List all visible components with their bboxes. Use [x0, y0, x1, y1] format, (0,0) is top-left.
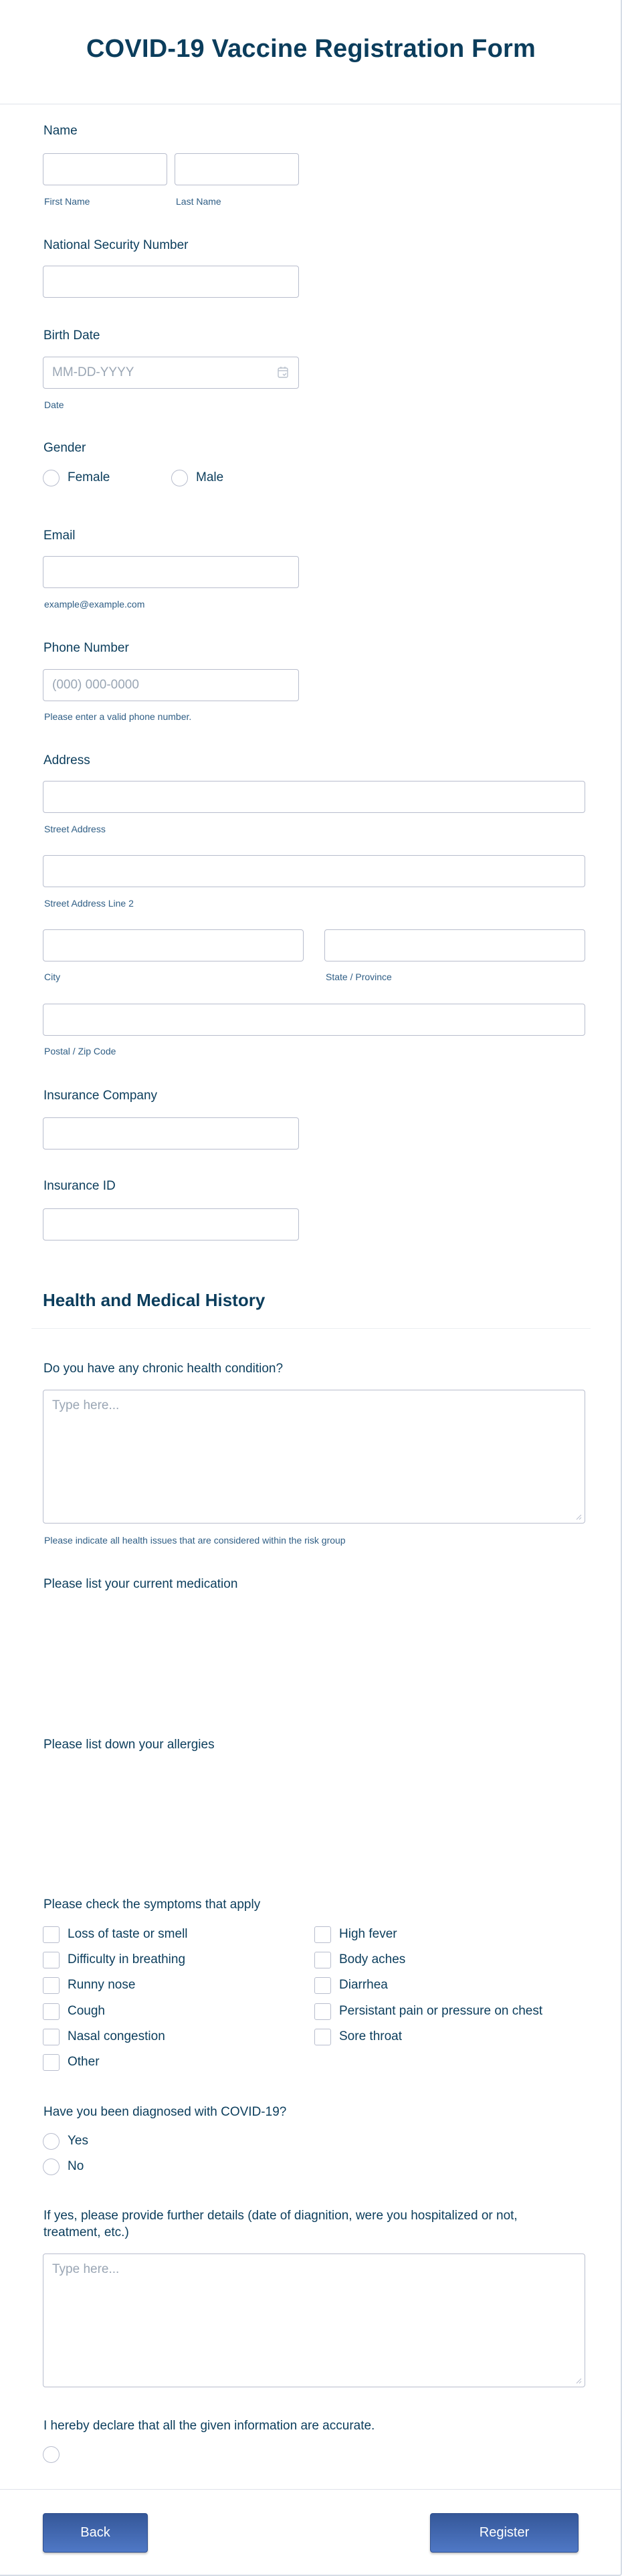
chronic-condition-placeholder: Type here...: [52, 1398, 120, 1412]
health-section-heading: Health and Medical History: [43, 1290, 266, 1310]
declaration-radio[interactable]: [43, 2446, 60, 2463]
email-input[interactable]: [43, 556, 299, 588]
nsn-input[interactable]: [43, 266, 299, 298]
symptom-label[interactable]: Loss of taste or smell: [68, 1927, 188, 1941]
symptom-label[interactable]: Other: [68, 2055, 100, 2069]
last-name-sublabel: Last Name: [176, 196, 221, 207]
back-button[interactable]: Back: [43, 2513, 148, 2553]
gender-female-label[interactable]: Female: [68, 470, 110, 484]
gender-female-radio[interactable]: [43, 470, 60, 486]
insurance-company-input[interactable]: [43, 1117, 299, 1149]
symptom-checkbox-loss-of-taste[interactable]: [43, 1926, 60, 1943]
symptoms-label: Please check the symptoms that apply: [43, 1898, 261, 1912]
email-label: Email: [43, 529, 76, 543]
diagnosed-yes-label[interactable]: Yes: [68, 2134, 88, 2148]
register-button[interactable]: Register: [430, 2513, 579, 2553]
details-label-line1: If yes, please provide further details (date of diagnition, were you hospitalized or not,: [43, 2209, 518, 2223]
phone-input[interactable]: [43, 669, 299, 701]
symptom-label[interactable]: Difficulty in breathing: [68, 1952, 186, 1966]
name-label: Name: [43, 124, 78, 138]
state-input[interactable]: [324, 929, 585, 961]
zip-sublabel: Postal / Zip Code: [44, 1046, 116, 1056]
medication-label: Please list your current medication: [43, 1577, 238, 1591]
street-address-line2-input[interactable]: [43, 855, 585, 887]
phone-sublabel: Please enter a valid phone number.: [44, 711, 192, 722]
diagnosed-no-radio[interactable]: [43, 2158, 60, 2175]
birth-date-input[interactable]: [43, 357, 299, 389]
symptom-label[interactable]: Cough: [68, 2004, 105, 2018]
phone-label: Phone Number: [43, 641, 129, 655]
symptom-checkbox-difficulty-breathing[interactable]: [43, 1952, 60, 1968]
city-sublabel: City: [44, 972, 61, 982]
details-placeholder: Type here...: [52, 2262, 120, 2276]
symptom-checkbox-high-fever[interactable]: [314, 1926, 331, 1943]
symptom-label[interactable]: Nasal congestion: [68, 2029, 165, 2043]
diagnosed-no-label[interactable]: No: [68, 2159, 84, 2173]
symptom-label[interactable]: Diarrhea: [339, 1978, 388, 1992]
symptom-checkbox-diarrhea[interactable]: [314, 1977, 331, 1994]
street-address-input[interactable]: [43, 781, 585, 813]
symptom-checkbox-runny-nose[interactable]: [43, 1977, 60, 1994]
details-textarea[interactable]: [43, 2253, 585, 2387]
zip-input[interactable]: [43, 1004, 585, 1036]
email-sublabel: example@example.com: [44, 599, 145, 610]
first-name-input[interactable]: [43, 153, 167, 185]
nsn-label: National Security Number: [43, 238, 189, 252]
gender-male-radio[interactable]: [171, 470, 188, 486]
symptom-label[interactable]: Sore throat: [339, 2029, 402, 2043]
symptom-label[interactable]: Body aches: [339, 1952, 406, 1966]
diagnosed-label: Have you been diagnosed with COVID-19?: [43, 2105, 287, 2119]
declaration-label: I hereby declare that all the given information are accurate.: [43, 2419, 375, 2433]
address-label: Address: [43, 753, 90, 767]
symptom-checkbox-nasal-congestion[interactable]: [43, 2029, 60, 2045]
gender-label: Gender: [43, 441, 86, 455]
street-address-sublabel: Street Address: [44, 824, 106, 834]
chronic-condition-textarea[interactable]: [43, 1390, 585, 1524]
resize-handle-icon[interactable]: [575, 2377, 582, 2384]
insurance-id-input[interactable]: [43, 1208, 299, 1240]
insurance-id-label: Insurance ID: [43, 1179, 116, 1193]
insurance-company-label: Insurance Company: [43, 1089, 158, 1103]
symptom-checkbox-chest-pain[interactable]: [314, 2003, 331, 2020]
city-input[interactable]: [43, 929, 304, 961]
chronic-condition-label: Do you have any chronic health condition?: [43, 1362, 284, 1376]
section-divider: [31, 1328, 591, 1329]
street-address-line2-sublabel: Street Address Line 2: [44, 898, 134, 909]
symptom-checkbox-other[interactable]: [43, 2054, 60, 2071]
last-name-input[interactable]: [175, 153, 299, 185]
calendar-icon[interactable]: [278, 366, 288, 378]
first-name-sublabel: First Name: [44, 196, 90, 207]
state-sublabel: State / Province: [326, 972, 392, 982]
symptom-label[interactable]: High fever: [339, 1927, 397, 1941]
birth-date-label: Birth Date: [43, 329, 100, 343]
allergies-label: Please list down your allergies: [43, 1738, 215, 1752]
birth-date-sublabel: Date: [44, 399, 64, 410]
gender-male-label[interactable]: Male: [196, 470, 224, 484]
footer-divider: [0, 2489, 621, 2490]
symptom-checkbox-sore-throat[interactable]: [314, 2029, 331, 2045]
symptom-checkbox-cough[interactable]: [43, 2003, 60, 2020]
chronic-condition-sublabel: Please indicate all health issues that are considered within the risk group: [44, 1535, 346, 1546]
phone-placeholder: (000) 000-0000: [52, 678, 139, 692]
diagnosed-yes-radio[interactable]: [43, 2133, 60, 2150]
resize-handle-icon[interactable]: [575, 1513, 582, 1520]
birth-date-placeholder: MM-DD-YYYY: [52, 365, 134, 379]
form-title: COVID-19 Vaccine Registration Form: [86, 35, 536, 63]
details-label-line2: treatment, etc.): [43, 2225, 129, 2239]
symptom-checkbox-body-aches[interactable]: [314, 1952, 331, 1968]
symptom-label[interactable]: Runny nose: [68, 1978, 136, 1992]
symptom-label[interactable]: Persistant pain or pressure on chest: [339, 2004, 543, 2018]
